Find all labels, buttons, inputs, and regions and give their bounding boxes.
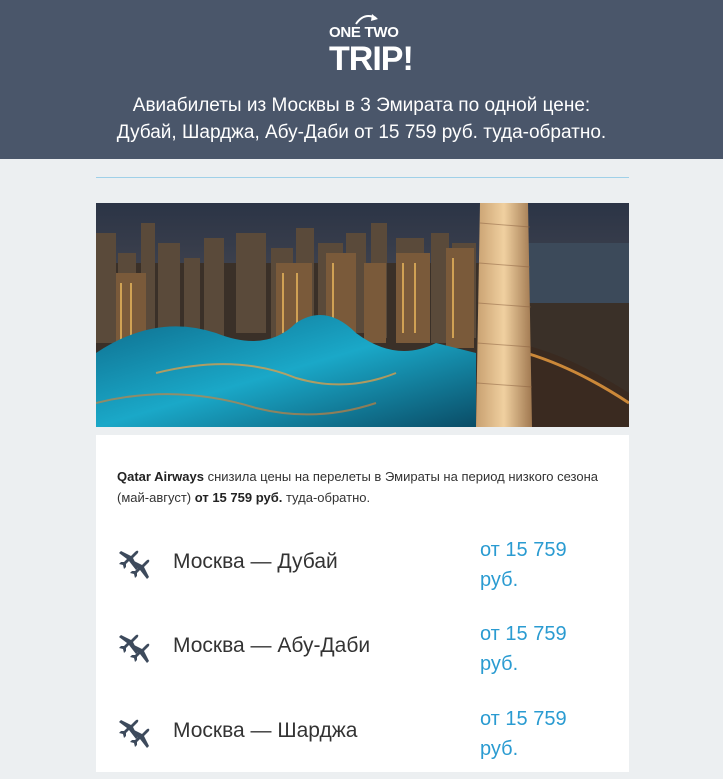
route-moscow-sharjah[interactable] xyxy=(96,709,629,779)
onetwotrip-logo[interactable] xyxy=(322,10,413,80)
email-header xyxy=(0,0,723,159)
route-name: Москва — Шарджа xyxy=(173,719,358,742)
route-moscow-abu-dhabi[interactable] xyxy=(96,624,629,694)
route-name: Москва — Абу-Даби xyxy=(173,634,371,657)
divider xyxy=(96,177,629,178)
dubai-marina-night-photo xyxy=(96,203,629,427)
offer-card xyxy=(96,435,629,772)
plane-icon xyxy=(116,546,152,582)
plane-icon xyxy=(116,715,152,751)
route-price-link[interactable]: от 15 759 руб. xyxy=(480,623,567,675)
headline-line-1: Авиабилеты из Москвы в 3 Эмирата по одной цене: xyxy=(132,95,591,116)
airline-name: Qatar Airways xyxy=(117,469,204,484)
route-name: Москва — Дубай xyxy=(173,550,338,573)
offer-text xyxy=(117,466,607,508)
offer-price-bold: от 15 759 руб. xyxy=(194,490,283,505)
logo-text-top: ONE TWO xyxy=(329,24,399,41)
headline xyxy=(0,92,723,146)
route-moscow-dubai[interactable] xyxy=(96,540,629,610)
offer-text-part1: снизила цены на перелеты в Эмираты на период низкого сезона (май-август) xyxy=(117,469,599,505)
route-price-link[interactable]: от 15 759 руб. xyxy=(480,539,567,591)
route-price-link[interactable]: от 15 759 руб. xyxy=(480,708,567,760)
hero-image[interactable] xyxy=(96,203,629,427)
plane-icon xyxy=(116,630,152,666)
logo-text-bottom: TRIP! xyxy=(329,40,413,78)
offer-text-part2: туда-обратно. xyxy=(282,490,371,505)
headline-line-2: Дубай, Шарджа, Абу-Даби от 15 759 руб. туда-обратно. xyxy=(116,122,607,143)
